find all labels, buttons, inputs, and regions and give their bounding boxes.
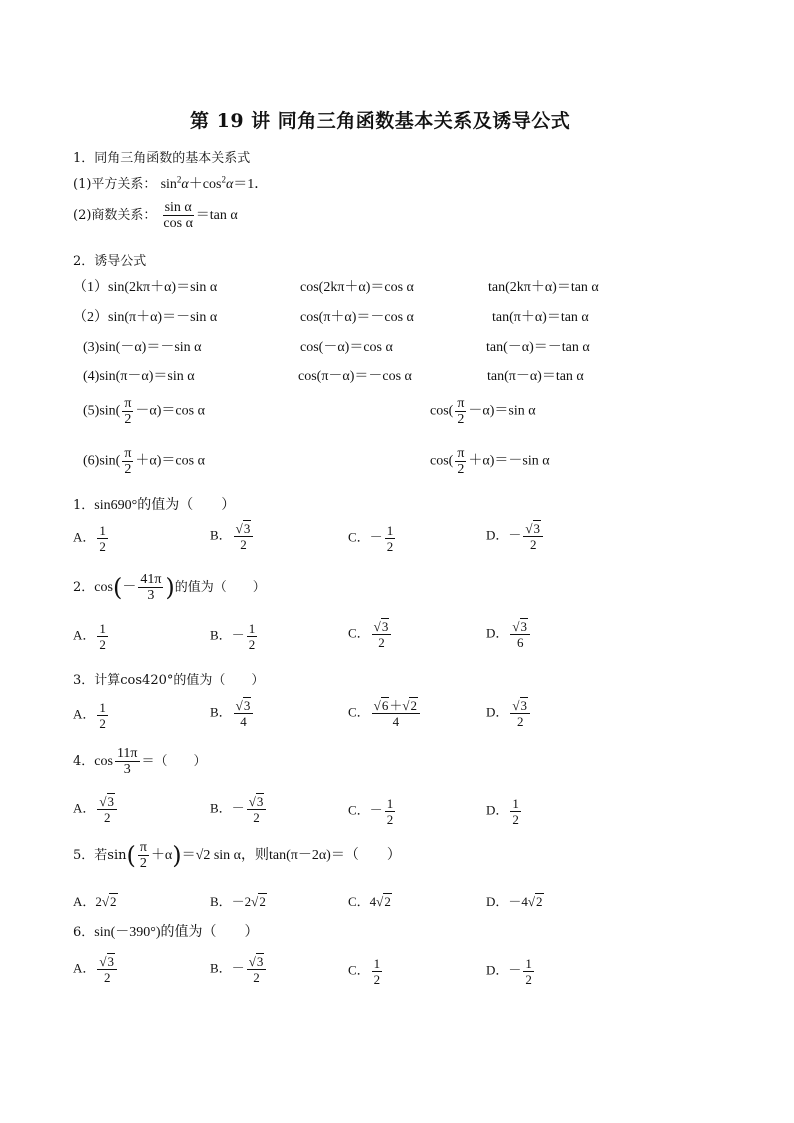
q3-option-b[interactable]: B． $\frac{√3}{4}$ <box>210 698 255 729</box>
formula-row-4-tan: tan(π－α)＝tan α <box>487 369 584 384</box>
formula-row-1: （1）sin(2kπ＋α)＝sin α <box>73 280 218 295</box>
q3-option-d[interactable]: D． $\frac{√3}{2}$ <box>486 698 532 729</box>
q1-option-b[interactable]: B． $\frac{√3}{2}$ <box>210 521 255 552</box>
formula-row-6-cos: cos( $\frac{\pi}{2}$ ＋α)＝－sin α <box>430 446 550 477</box>
section2-heading: 2．诱导公式 <box>73 254 147 269</box>
q4-option-d[interactable]: D． $\frac{1}{2}$ <box>486 796 519 827</box>
q2-option-c[interactable]: C． $\frac{√3}{2}$ <box>348 619 393 650</box>
square-relation: (1)平方关系： $\sin^2\alpha+\cos^2\alpha=1$． <box>73 174 269 192</box>
q4-option-a[interactable]: A． $\frac{√3}{2}$ <box>73 794 119 825</box>
q6-option-a[interactable]: A． $\frac{√3}{2}$ <box>73 954 119 985</box>
q5-option-a[interactable]: A．2√2 <box>73 894 117 909</box>
q2-option-d[interactable]: D． $\frac{√3}{6}$ <box>486 619 532 650</box>
q5-option-d[interactable]: D．－4√2 <box>486 894 543 909</box>
page-title: 第 19 讲 同角三角函数基本关系及诱导公式 <box>190 110 571 132</box>
formula-row-1-tan: tan(2kπ＋α)＝tan α <box>488 280 599 295</box>
formula-row-3-cos: cos(－α)＝cos α <box>300 340 393 355</box>
q5-option-b[interactable]: B．－2√2 <box>210 894 266 909</box>
q5-option-c[interactable]: C．4√2 <box>348 894 391 909</box>
formula-row-4-cos: cos(π－α)＝－cos α <box>298 369 412 384</box>
q4-option-b[interactable]: B．－ $\frac{√3}{2}$ <box>210 794 268 825</box>
question-4: 4．cos $\frac{11\pi}{3}$ ＝（ ） <box>73 746 207 777</box>
formula-row-4: (4)sin(π－α)＝sin α <box>83 369 195 384</box>
formula-row-2: （2）sin(π＋α)＝－sin α <box>73 310 218 325</box>
formula-row-2-cos: cos(π＋α)＝－cos α <box>300 310 414 325</box>
q2-option-a[interactable]: A． $\frac{1}{2}$ <box>73 621 106 652</box>
question-1: 1．sin690°的值为（ ） <box>73 498 236 513</box>
q2-option-b[interactable]: B．－ $\frac{1}{2}$ <box>210 621 256 652</box>
q6-option-d[interactable]: D．－ $\frac{1}{2}$ <box>486 956 532 987</box>
section1-heading: 1．同角三角函数的基本关系式 <box>73 151 251 166</box>
q1-option-a[interactable]: A． $\frac{1}{2}$ <box>73 523 106 554</box>
formula-row-3: (3)sin(－α)＝－sin α <box>83 340 202 355</box>
question-5: 5．若sin( $\frac{\pi}{2}$ ＋α)＝√2 sin α，则tan(π－2α)＝（ ） <box>73 840 401 871</box>
formula-row-6: (6)sin( $\frac{\pi}{2}$ ＋α)＝cos α <box>83 446 205 477</box>
question-6: 6．sin(－390°)的值为（ ） <box>73 925 259 940</box>
quotient-relation: (2)商数关系： $\frac{\text{sin α}}{\text{cos α}}$ ＝tan α <box>73 200 238 231</box>
quotient-fraction: $\frac{\text{sin α}}{\text{cos α}}$ <box>163 200 193 231</box>
formula-row-3-tan: tan(－α)＝－tan α <box>486 340 590 355</box>
q3-option-a[interactable]: A． $\frac{1}{2}$ <box>73 700 106 731</box>
question-3: 3．计算cos420°的值为（ ） <box>73 673 265 688</box>
q6-option-b[interactable]: B．－ $\frac{√3}{2}$ <box>210 954 268 985</box>
question-2: 2．cos(－ $\frac{41\pi}{3}$ )的值为（ ） <box>73 572 266 603</box>
formula-row-5: (5)sin( $\frac{\pi}{2}$ －α)＝cos α <box>83 396 205 427</box>
formula-row-5-cos: cos( $\frac{\pi}{2}$ －α)＝sin α <box>430 396 536 427</box>
square-formula: $\sin^2\alpha+\cos^2\alpha=1$． <box>160 174 269 192</box>
q6-option-c[interactable]: C． $\frac{1}{2}$ <box>348 956 381 987</box>
q3-option-c[interactable]: C． $\frac{√6+√2}{4}$ <box>348 698 422 729</box>
q4-option-c[interactable]: C．－ $\frac{1}{2}$ <box>348 796 394 827</box>
formula-row-1-cos: cos(2kπ＋α)＝cos α <box>300 280 414 295</box>
q1-option-d[interactable]: D．－ $\frac{√3}{2}$ <box>486 521 545 552</box>
formula-row-2-tan: tan(π＋α)＝tan α <box>492 310 589 325</box>
q1-option-c[interactable]: C．－ $\frac{1}{2}$ <box>348 523 394 554</box>
